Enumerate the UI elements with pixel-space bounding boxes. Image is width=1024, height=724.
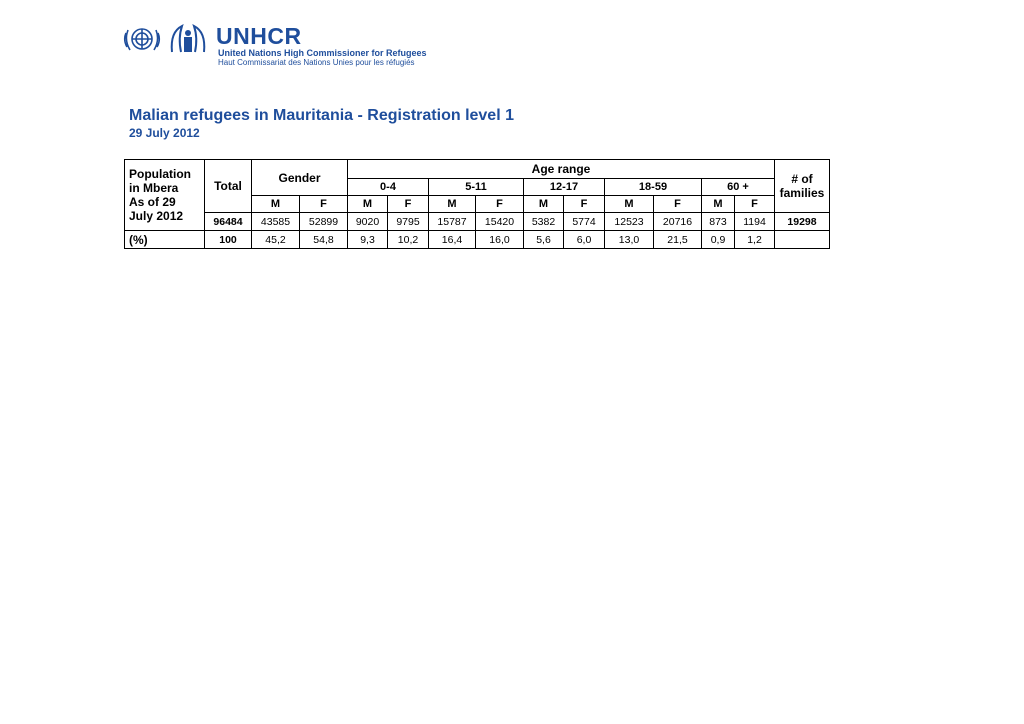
percent-cell: 54,8 bbox=[300, 231, 348, 249]
percent-cell: 16,4 bbox=[429, 231, 476, 249]
sex-label: F bbox=[564, 196, 605, 213]
count-cell: 5774 bbox=[564, 213, 605, 231]
unhcr-name-fr: Haut Commissariat des Nations Unies pour les réfugiés bbox=[218, 58, 415, 67]
count-cell: 5382 bbox=[524, 213, 564, 231]
document-date: 29 July 2012 bbox=[129, 126, 200, 140]
sex-label: F bbox=[300, 196, 348, 213]
gender-header: Gender bbox=[252, 160, 348, 196]
un-emblem-icon bbox=[120, 22, 164, 58]
sex-label: M bbox=[524, 196, 564, 213]
sex-label: F bbox=[735, 196, 775, 213]
table-row-percent bbox=[125, 231, 830, 249]
age-group-5-11: 5-11 bbox=[429, 179, 524, 196]
percent-row-label: (%) bbox=[125, 231, 205, 249]
sex-label: M bbox=[605, 196, 654, 213]
sex-label: M bbox=[252, 196, 300, 213]
sex-label: M bbox=[702, 196, 735, 213]
document-title: Malian refugees in Mauritania - Registration level 1 bbox=[129, 107, 514, 124]
percent-cell: 6,0 bbox=[564, 231, 605, 249]
count-cell: 20716 bbox=[654, 213, 702, 231]
count-cell: 9020 bbox=[348, 213, 388, 231]
families-count-cell: 19298 bbox=[775, 213, 830, 231]
count-cell: 52899 bbox=[300, 213, 348, 231]
count-cell: 873 bbox=[702, 213, 735, 231]
count-cell: 15420 bbox=[476, 213, 524, 231]
sex-label: F bbox=[654, 196, 702, 213]
families-percent-cell bbox=[775, 231, 830, 249]
count-cell: 43585 bbox=[252, 213, 300, 231]
table-row-counts bbox=[125, 213, 830, 231]
total-header: Total bbox=[205, 160, 252, 213]
registration-table bbox=[124, 159, 830, 249]
total-count-cell: 96484 bbox=[205, 213, 252, 231]
unhcr-wordmark: UNHCR bbox=[216, 23, 302, 49]
percent-cell: 1,2 bbox=[735, 231, 775, 249]
percent-cell: 13,0 bbox=[605, 231, 654, 249]
age-group-60-plus: 60 + bbox=[702, 179, 775, 196]
families-header: # of families bbox=[775, 160, 830, 213]
percent-cell: 45,2 bbox=[252, 231, 300, 249]
sex-label: F bbox=[388, 196, 429, 213]
count-cell: 15787 bbox=[429, 213, 476, 231]
row-header-population: Population in Mbera As of 29 July 2012 bbox=[125, 160, 205, 231]
sex-label: F bbox=[476, 196, 524, 213]
unhcr-hands-icon bbox=[168, 22, 208, 58]
sex-label: M bbox=[348, 196, 388, 213]
percent-cell: 10,2 bbox=[388, 231, 429, 249]
age-group-12-17: 12-17 bbox=[524, 179, 605, 196]
percent-cell: 16,0 bbox=[476, 231, 524, 249]
count-cell: 9795 bbox=[388, 213, 429, 231]
count-cell: 1194 bbox=[735, 213, 775, 231]
percent-cell: 5,6 bbox=[524, 231, 564, 249]
percent-cell: 21,5 bbox=[654, 231, 702, 249]
age-group-0-4: 0-4 bbox=[348, 179, 429, 196]
percent-cell: 9,3 bbox=[348, 231, 388, 249]
count-cell: 12523 bbox=[605, 213, 654, 231]
age-range-header: Age range bbox=[348, 160, 775, 179]
sex-label: M bbox=[429, 196, 476, 213]
age-group-18-59: 18-59 bbox=[605, 179, 702, 196]
unhcr-name-en: United Nations High Commissioner for Refugees bbox=[218, 48, 427, 58]
percent-cell: 0,9 bbox=[702, 231, 735, 249]
total-percent-cell: 100 bbox=[205, 231, 252, 249]
